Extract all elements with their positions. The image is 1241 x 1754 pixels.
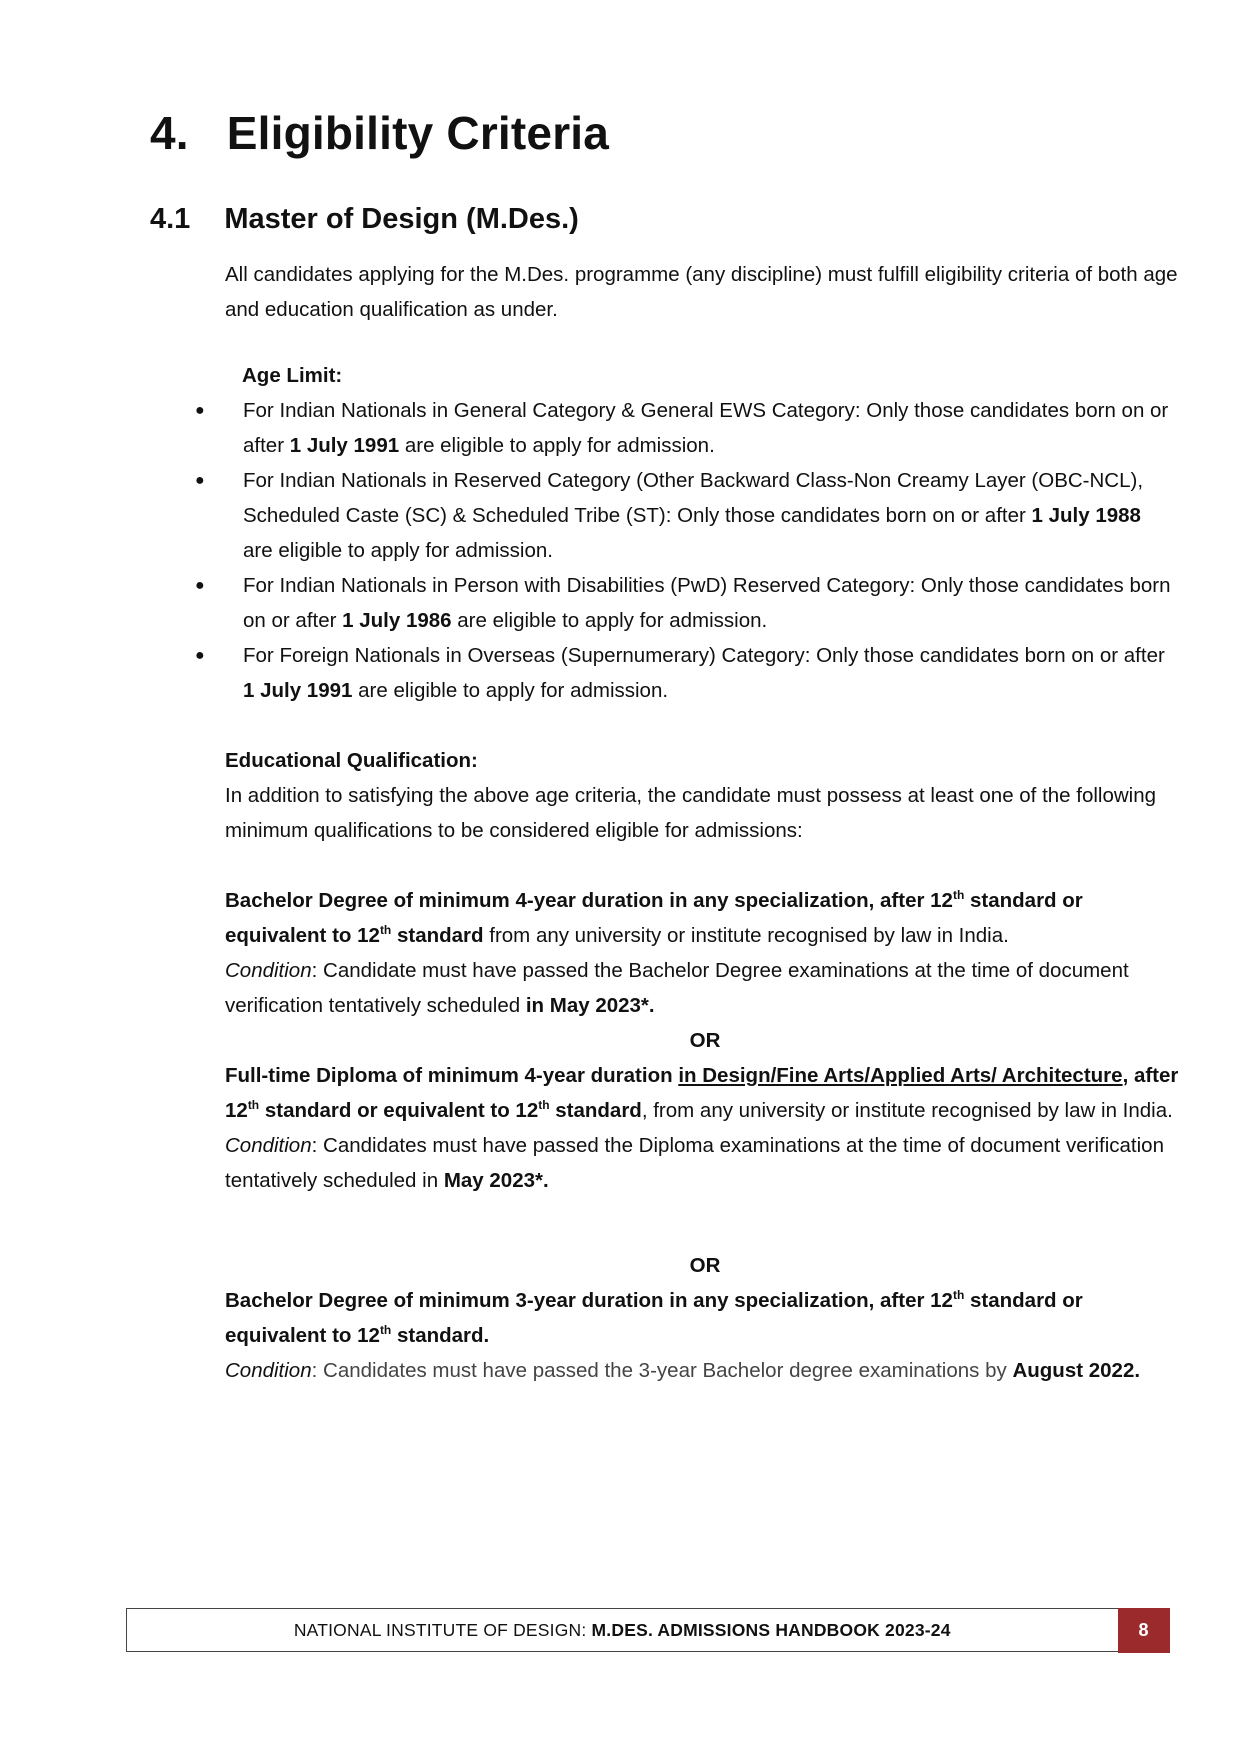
age-limit-heading: Age Limit: [242, 364, 343, 387]
education-intro: In addition to satisfying the above age criteria, the candidate must possess at least one of the following minimum qualifications to be considered eligible for admissions: [225, 784, 1157, 842]
condition: Condition: Candidate must have passed the Bachelor Degree examinations at the time of document verification tentatively scheduled in May 2023*. [225, 959, 1129, 1017]
page-footer [126, 1608, 1169, 1652]
section-title: Eligibility Criteria [226, 107, 610, 159]
or-separator-block [225, 1248, 1185, 1283]
condition: Condition: Candidates must have passed the 3-year Bachelor degree examinations by August 2022. [225, 1359, 1141, 1382]
qualification-option-3: Bachelor Degree of minimum 3-year duration in any specialization, after 12th standard or equivalent to 12th standard. Condition: Candidates must have passed the 3-year Bachelor degree examinations by August 2022. [225, 1283, 1185, 1388]
page-number: 8 [1118, 1608, 1170, 1653]
bullet-icon: ● [195, 577, 205, 594]
qualification-option-1: Bachelor Degree of minimum 4-year duration in any specialization, after 12th standard or equivalent to 12th standard from any university or institute recognised by law in India. Condition: Candidate must have passed the Bachelor Degree examinations at the time of document verification tentatively scheduled in May 2023*. OR [225, 883, 1185, 1058]
education-heading: Educational Qualification: [225, 749, 478, 772]
condition: Condition: Candidates must have passed the Diploma examinations at the time of document verification tentatively scheduled in May 2023*. [225, 1134, 1164, 1192]
age-limit-item: ● For Foreign Nationals in Overseas (Supernumerary) Category: Only those candidates born on or after 1 July 1991 are eligible to apply for admission. [195, 638, 1175, 708]
bullet-icon: ● [195, 647, 205, 664]
bullet-icon: ● [195, 472, 205, 489]
subsection-title: Master of Design (M.Des.) [224, 203, 579, 235]
section-number: 4. [150, 107, 189, 159]
age-limit-item: ● For Indian Nationals in Person with Disabilities (PwD) Reserved Category: Only those candidates born on or after 1 July 1986 are eligible to apply for admission. [195, 568, 1175, 638]
subsection-heading [150, 203, 579, 236]
bullet-icon: ● [195, 402, 205, 419]
intro-paragraph: All candidates applying for the M.Des. programme (any discipline) must fulfill eligibility criteria of both age and education qualification as under. [225, 263, 1178, 321]
education-section [225, 743, 1185, 848]
or-separator: OR [689, 1029, 721, 1052]
qualification-option-2: Full-time Diploma of minimum 4-year duration in Design/Fine Arts/Applied Arts/ Architecture, after 12th standard or equivalent to 12th standard, from any university or institute recognised by law in India. Condition: Candidates must have passed the Diploma examinations at the time of document verification tentatively scheduled in May 2023*. [225, 1058, 1185, 1198]
footer-title: NATIONAL INSTITUTE OF DESIGN: M.DES. ADMISSIONS HANDBOOK 2023-24 [293, 1619, 951, 1640]
age-limit-item: ● For Indian Nationals in Reserved Category (Other Backward Class-Non Creamy Layer (OBC-NCL), Scheduled Caste (SC) & Scheduled Tribe (ST): Only those candidates born on or after 1 July 1988 are eligible to apply for admission. [195, 463, 1175, 568]
subsection-number: 4.1 [150, 203, 191, 235]
age-limit-list [195, 393, 1175, 708]
age-limit-item: ● For Indian Nationals in General Category & General EWS Category: Only those candidates born on or after 1 July 1991 are eligible to apply for admission. [195, 393, 1175, 463]
section-heading [150, 106, 609, 160]
or-separator: OR [689, 1254, 721, 1277]
